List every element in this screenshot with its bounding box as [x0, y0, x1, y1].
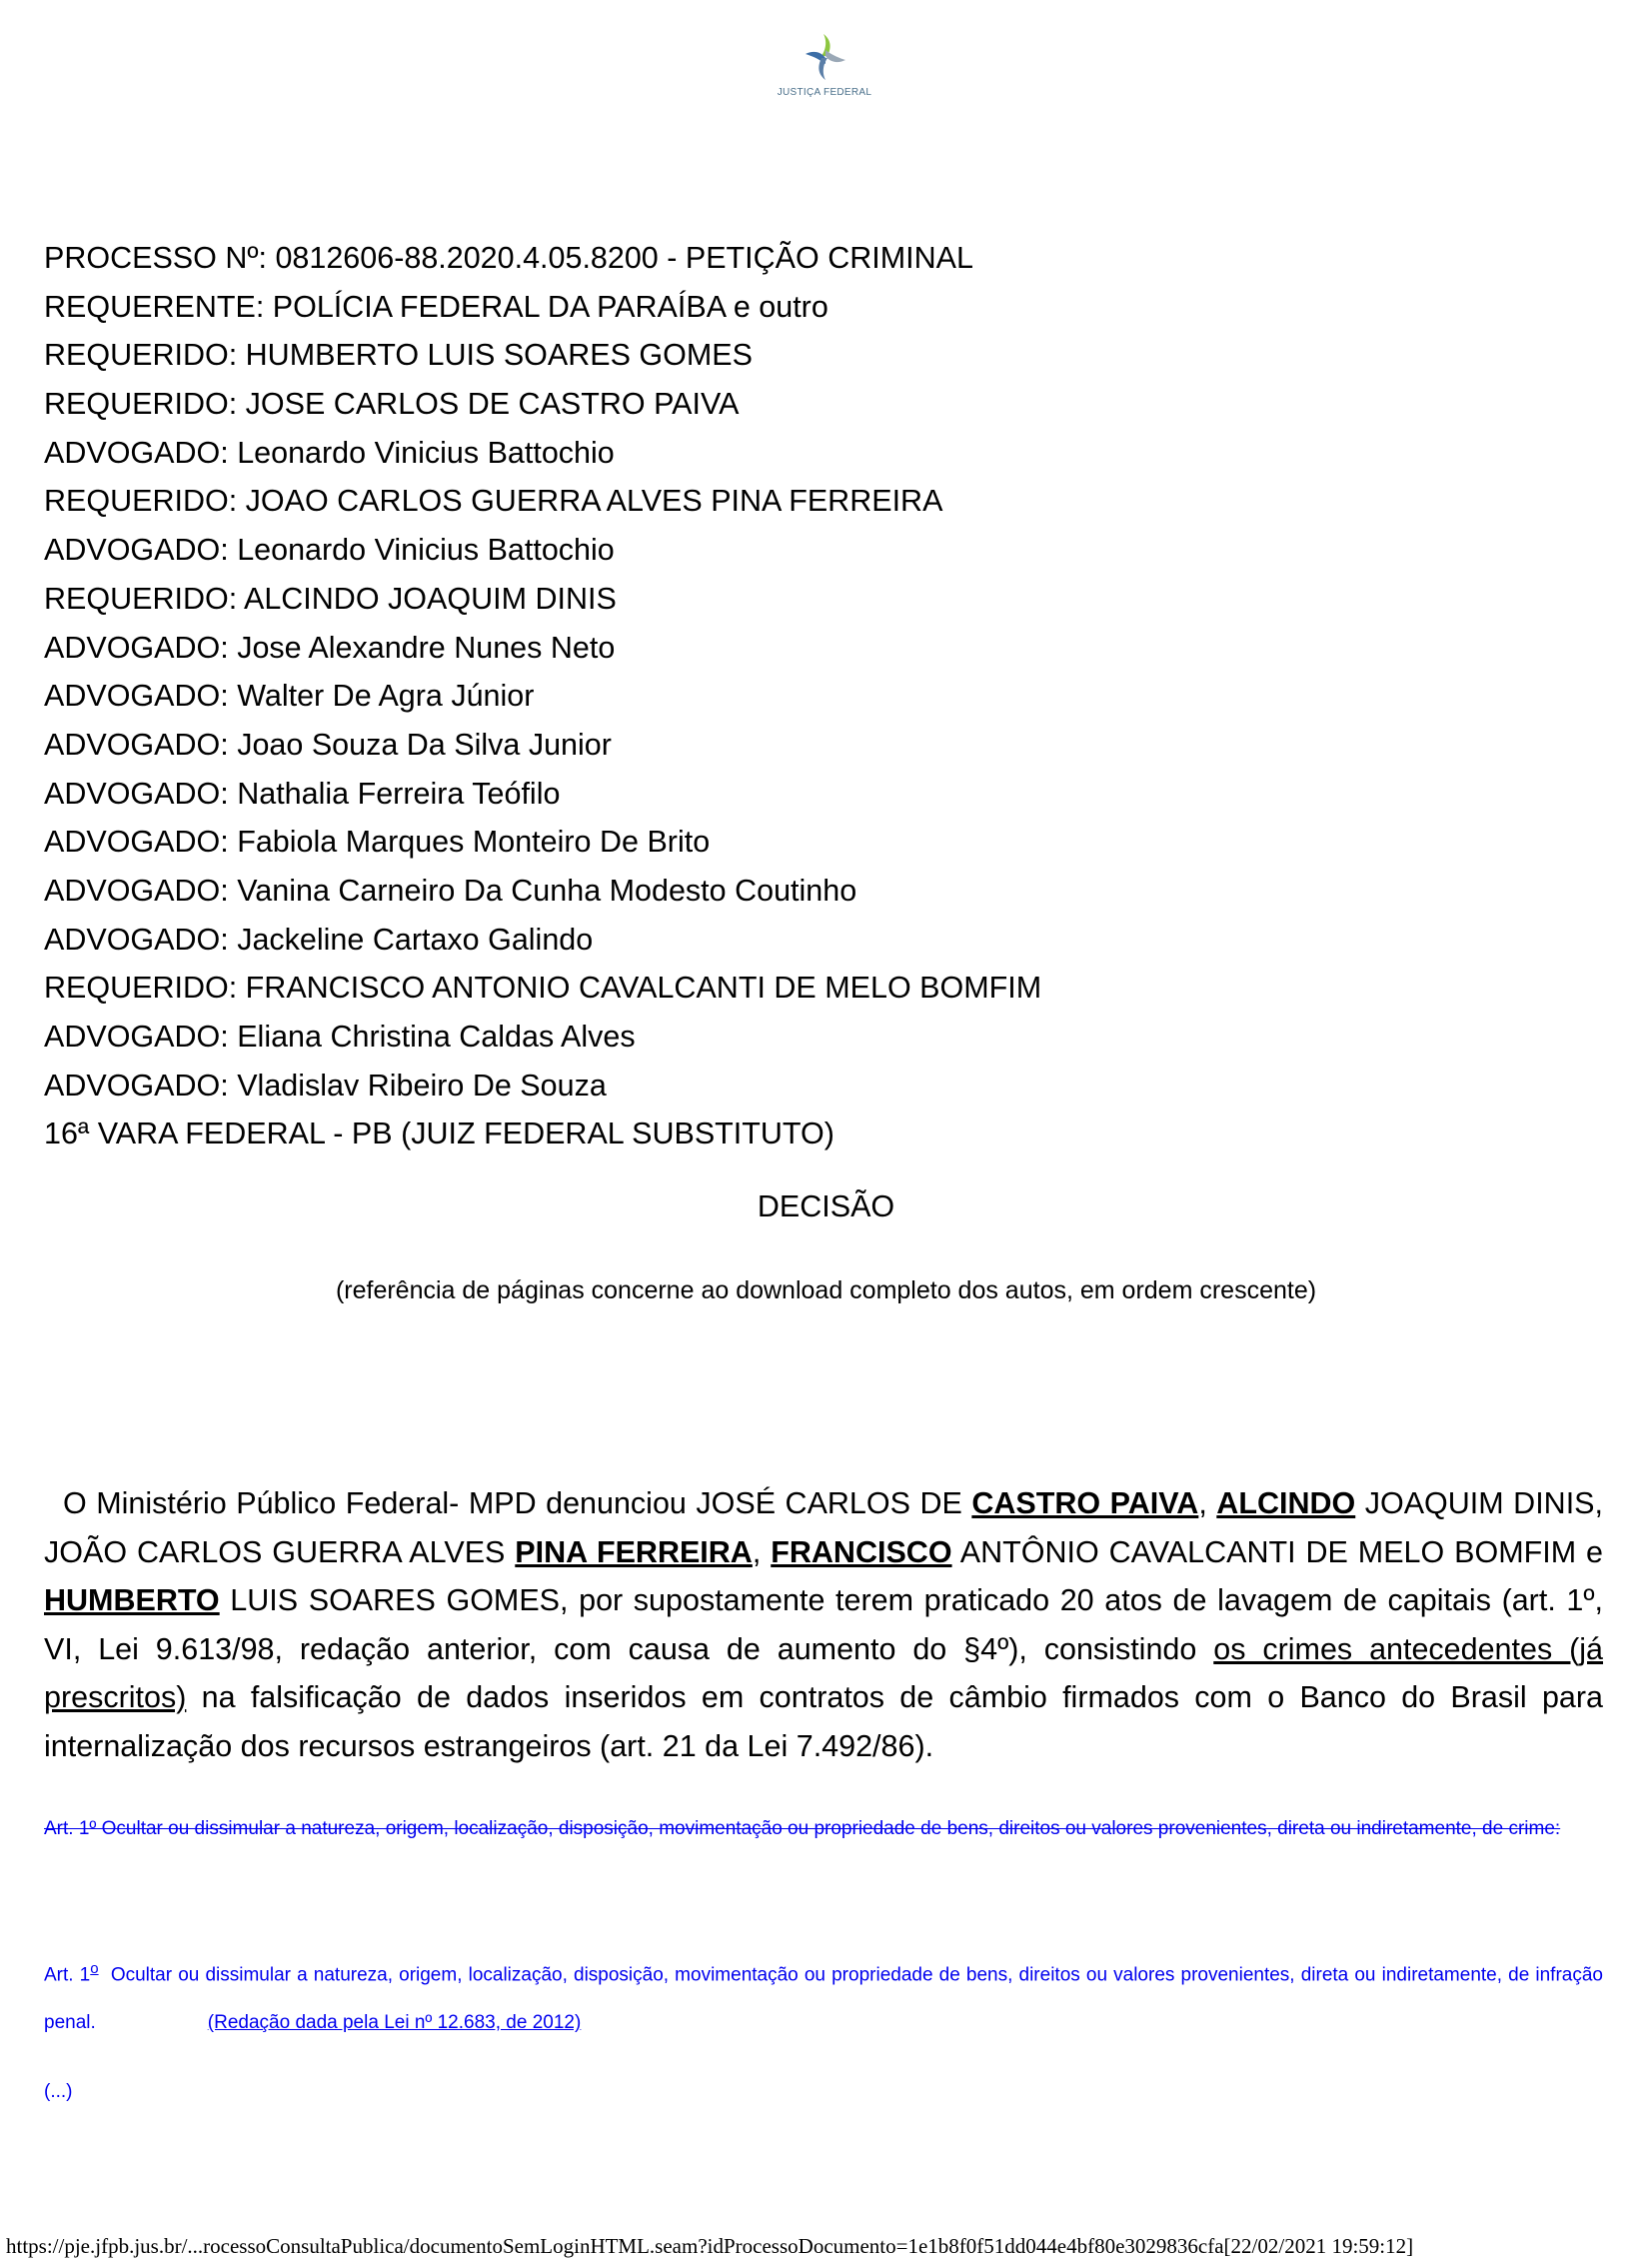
- emphasized-name: HUMBERTO: [44, 1583, 220, 1617]
- justica-federal-emblem-icon: [802, 32, 847, 82]
- law-article-prefix: Art. 1: [44, 1964, 91, 1986]
- logo-text: JUSTIÇA FEDERAL: [777, 87, 872, 98]
- emphasized-name: PINA FERREIRA: [515, 1534, 753, 1569]
- underlined-phrase: os crimes antecedentes (já prescritos): [44, 1631, 1604, 1714]
- header-line: REQUERIDO: HUMBERTO LUIS SOARES GOMES: [44, 338, 753, 373]
- paragraph-text: JOAQUIM DINIS, JOÃO CARLOS GUERRA ALVES: [44, 1486, 1604, 1569]
- decision-title: [0, 1189, 1652, 1224]
- law-article-new-text: [44, 1945, 1609, 2047]
- law-amendment-link[interactable]: (Redação dada pela Lei nº 12.683, de 2012): [207, 2012, 582, 2034]
- law-article-body: Ocultar ou dissimular a natureza, origem, localização, disposição, movimentação ou propriedade de bens, direitos ou valores provenientes, direta ou indiretamente, de infração penal.: [44, 1964, 1609, 2034]
- header-line: ADVOGADO: Vanina Carneiro Da Cunha Modesto Coutinho: [44, 873, 857, 908]
- process-header: [44, 234, 1041, 1158]
- page-reference-note: [0, 1276, 1652, 1305]
- header-line: ADVOGADO: Fabiola Marques Monteiro De Brito: [44, 825, 711, 860]
- ellipsis-link[interactable]: (...): [44, 2081, 73, 2102]
- header-line: ADVOGADO: Leonardo Vinicius Battochio: [44, 533, 615, 568]
- header-line: 16ª VARA FEDERAL - PB (JUIZ FEDERAL SUBSTITUTO): [44, 1117, 834, 1151]
- emphasized-name: ALCINDO: [1216, 1486, 1356, 1520]
- header-line: REQUERIDO: FRANCISCO ANTONIO CAVALCANTI DE MELO BOMFIM: [44, 971, 1042, 1006]
- header-line: ADVOGADO: Vladislav Ribeiro De Souza: [44, 1068, 607, 1103]
- header-line: ADVOGADO: Walter De Agra Júnior: [44, 679, 535, 714]
- main-paragraph: [44, 1479, 1603, 1770]
- page-reference-note-text: (referência de páginas concerne ao download completo dos autos, em ordem crescente): [335, 1276, 1317, 1304]
- law-article-old-text: Art. 1º Ocultar ou dissimular a natureza, origem, localização, disposição, movimentação ou propriedade de bens, direitos ou valores provenientes, direta ou indiretamente, de crime:: [44, 1818, 1561, 1839]
- header-line: ADVOGADO: Joao Souza Da Silva Junior: [44, 727, 612, 762]
- header-line: PROCESSO Nº: 0812606-88.2020.4.05.8200 - PETIÇÃO CRIMINAL: [44, 241, 973, 275]
- header-line: REQUERENTE: POLÍCIA FEDERAL DA PARAÍBA e outro: [44, 289, 828, 324]
- footer-url: https://pje.jfpb.jus.br/...rocessoConsultaPublica/documentoSemLoginHTML.seam?idProcessoDocumento=1e1b8f0f51dd044e4bf80e3029836cfa[22/02/2021 19:59:12]: [6, 2234, 1414, 2258]
- paragraph-text: ANTÔNIO CAVALCANTI DE MELO BOMFIM e: [951, 1534, 1604, 1569]
- header-line: ADVOGADO: Leonardo Vinicius Battochio: [44, 435, 615, 470]
- paragraph-text: ,: [1198, 1486, 1217, 1520]
- header-line: ADVOGADO: Eliana Christina Caldas Alves: [44, 1020, 636, 1054]
- paragraph-text: na falsificação de dados inseridos em contratos de câmbio firmados com o Banco do Brasil para internalização dos recursos estrangeiros (art. 21 da Lei 7.492/86).: [44, 1680, 1603, 1763]
- decision-title-text: DECISÃO: [757, 1189, 895, 1223]
- header-line: ADVOGADO: Nathalia Ferreira Teófilo: [44, 776, 561, 811]
- header-line: ADVOGADO: Jose Alexandre Nunes Neto: [44, 630, 616, 665]
- law-article-ordinal: o: [90, 1960, 99, 1977]
- header-line: REQUERIDO: ALCINDO JOAQUIM DINIS: [44, 581, 617, 616]
- paragraph-text: ,: [752, 1534, 772, 1569]
- emphasized-name: FRANCISCO: [771, 1534, 952, 1569]
- header-line: ADVOGADO: Jackeline Cartaxo Galindo: [44, 922, 594, 957]
- paragraph-text: O Ministério Público Federal- MPD denunciou JOSÉ CARLOS DE: [44, 1486, 972, 1520]
- justica-federal-logo: [760, 32, 889, 108]
- header-line: REQUERIDO: JOAO CARLOS GUERRA ALVES PINA FERREIRA: [44, 484, 943, 519]
- header-line: REQUERIDO: JOSE CARLOS DE CASTRO PAIVA: [44, 387, 740, 422]
- emphasized-name: CASTRO PAIVA: [971, 1486, 1199, 1520]
- paragraph-text: LUIS SOARES GOMES, por supostamente terem praticado 20 atos de lavagem de capitais (art. 1º, VI, Lei 9.613/98, redação anterior, com causa de aumento do §4º), consistindo: [44, 1583, 1603, 1666]
